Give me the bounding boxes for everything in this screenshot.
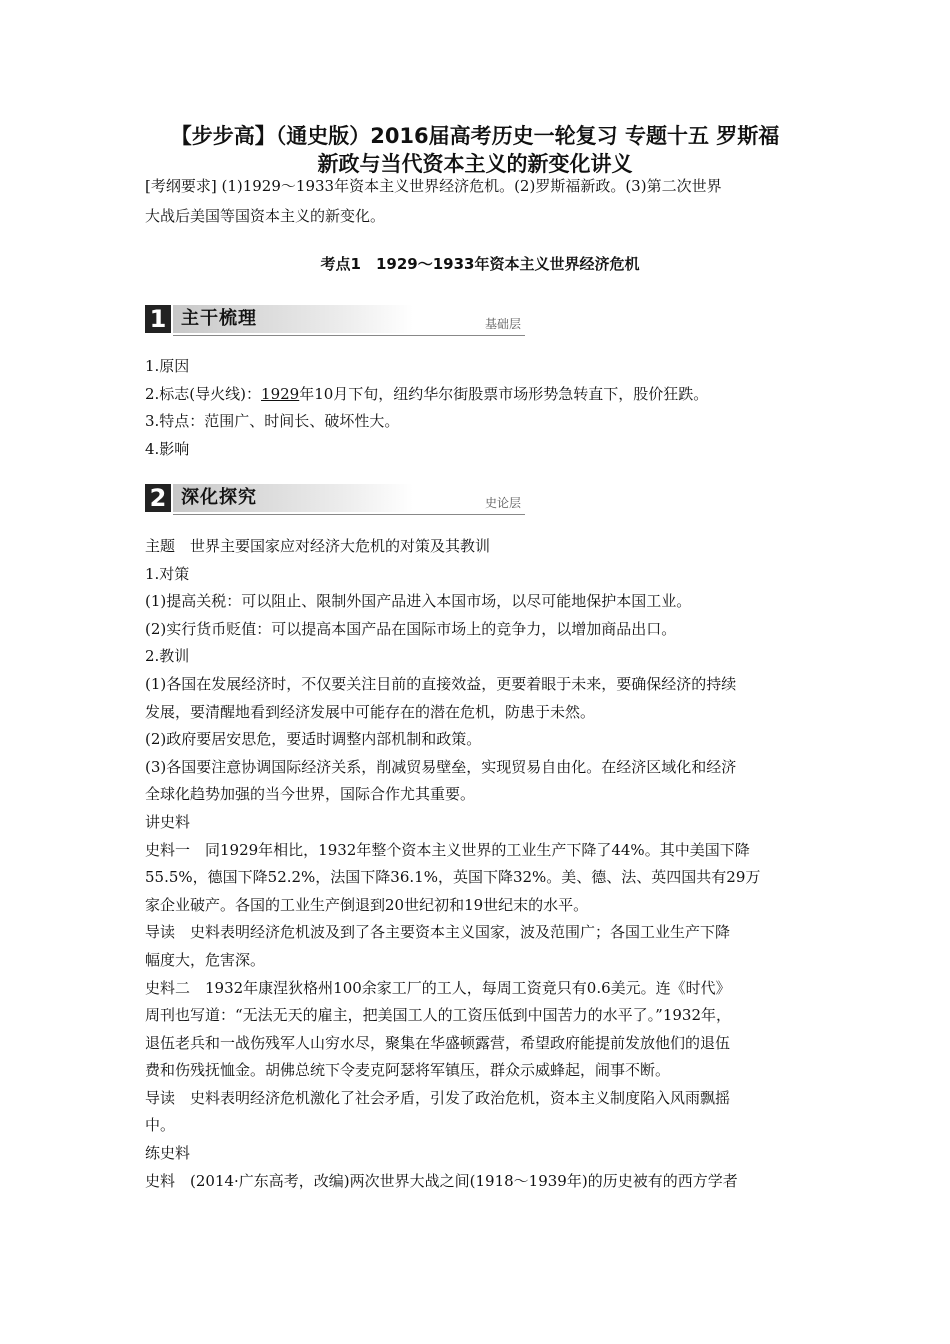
text-line: 中。 — [145, 1116, 176, 1135]
section-number-badge: 1 — [145, 305, 171, 333]
section-header-main-points — [145, 305, 525, 337]
text-line: 史料一 同1929年相比，1932年整个资本主义世界的工业生产下降了44%。其中美国下降 — [145, 840, 750, 859]
document-title — [130, 122, 820, 178]
text-line: (2)实行货币贬值：可以提高本国产品在国际市场上的竞争力，以增加商品出口。 — [145, 619, 677, 638]
text-line: 练史料 — [145, 1144, 191, 1163]
list-item: 4.影响 — [145, 439, 190, 458]
text-line: 周刊也写道：“无法无天的雇主，把美国工人的工资压低到中国苦力的水平了。”1932年， — [145, 1006, 732, 1025]
item2-prefix: 2.标志(导火线)： — [145, 384, 262, 403]
section-header-deep-exploration — [145, 484, 525, 516]
requirements-line-1: [考纲要求] (1)1929～1933年资本主义世界经济危机。(2)罗斯福新政。(3)第二次世界 — [145, 177, 722, 195]
text-line: 55.5%，德国下降52.2%，法国下降36.1%，英国下降32%。美、德、法、英四国共有29万 — [145, 868, 761, 887]
list-item: 3.特点：范围广、时间长、破坏性大。 — [145, 412, 400, 431]
text-line: 导读 史料表明经济危机波及到了各主要资本主义国家，波及范围广；各国工业生产下降 — [145, 923, 731, 942]
section-title: 主干梳理 — [181, 308, 257, 329]
text-line: (1)各国在发展经济时，不仅要关注目前的直接效益，更要着眼于未来，要确保经济的持续 — [145, 674, 737, 693]
text-line: 导读 史料表明经济危机激化了社会矛盾，引发了政治危机，资本主义制度陷入风雨飘摇 — [145, 1088, 731, 1107]
text-line: 发展，要清醒地看到经济发展中可能存在的潜在危机，防患于未然。 — [145, 702, 596, 721]
section-level-tag: 基础层 — [484, 317, 521, 331]
section-level-tag: 史论层 — [484, 496, 521, 510]
text-line: 费和伤残抚恤金。胡佛总统下令麦克阿瑟将军镇压，群众示威蜂起，闹事不断。 — [145, 1061, 671, 1080]
text-line: 1.对策 — [145, 564, 190, 583]
underlined-year: 1929 — [261, 384, 300, 403]
text-line: (2)政府要居安思危，要适时调整内部机制和政策。 — [145, 730, 482, 749]
section-underline — [173, 514, 525, 515]
text-line: 讲史料 — [145, 812, 191, 831]
text-line: (1)提高关税：可以阻止、限制外国产品进入本国市场，以尽可能地保护本国工业。 — [145, 592, 692, 611]
text-line: (3)各国要注意协调国际经济关系，削减贸易壁垒，实现贸易自由化。在经济区域化和经济 — [145, 757, 737, 776]
item2-suffix: 年10月下旬，纽约华尔街股票市场形势急转直下，股价狂跌。 — [299, 384, 709, 403]
text-line: 史料二 1932年康涅狄格州100余家工厂的工人，每周工资竟只有0.6美元。连《时代》 — [145, 978, 731, 997]
title-line-1: 【步步高】（通史版）2016届高考历史一轮复习 专题十五 罗斯福 — [170, 124, 780, 148]
text-line: 2.教训 — [145, 647, 190, 666]
kaodian-heading: 考点1 1929～1933年资本主义世界经济危机 — [320, 255, 640, 273]
text-line: 退伍老兵和一战伤残军人山穷水尽，聚集在华盛顿露营，希望政府能提前发放他们的退伍 — [145, 1033, 731, 1052]
text-line: 家企业破产。各国的工业生产倒退到20世纪初和19世纪末的水平。 — [145, 895, 589, 914]
text-line: 主题 世界主要国家应对经济大危机的对策及其教训 — [145, 537, 491, 555]
requirements-line-2: 大战后美国等国资本主义的新变化。 — [145, 207, 386, 225]
text-line: 全球化趋势加强的当今世界，国际合作尤其重要。 — [145, 785, 476, 804]
section2-content — [145, 533, 817, 1195]
title-line-2: 新政与当代资本主义的新变化讲义 — [317, 152, 633, 176]
list-item — [145, 381, 817, 409]
exam-requirements — [145, 171, 815, 231]
text-line: 幅度大，危害深。 — [145, 950, 266, 969]
section1-content — [145, 353, 817, 463]
section-title: 深化探究 — [181, 487, 257, 508]
section-number-badge: 2 — [145, 484, 171, 512]
list-item: 1.原因 — [145, 357, 190, 375]
text-line: 史料 (2014·广东高考，改编)两次世界大战之间(1918～1939年)的历史被有的西方学者 — [145, 1171, 738, 1190]
section-underline — [173, 335, 525, 336]
